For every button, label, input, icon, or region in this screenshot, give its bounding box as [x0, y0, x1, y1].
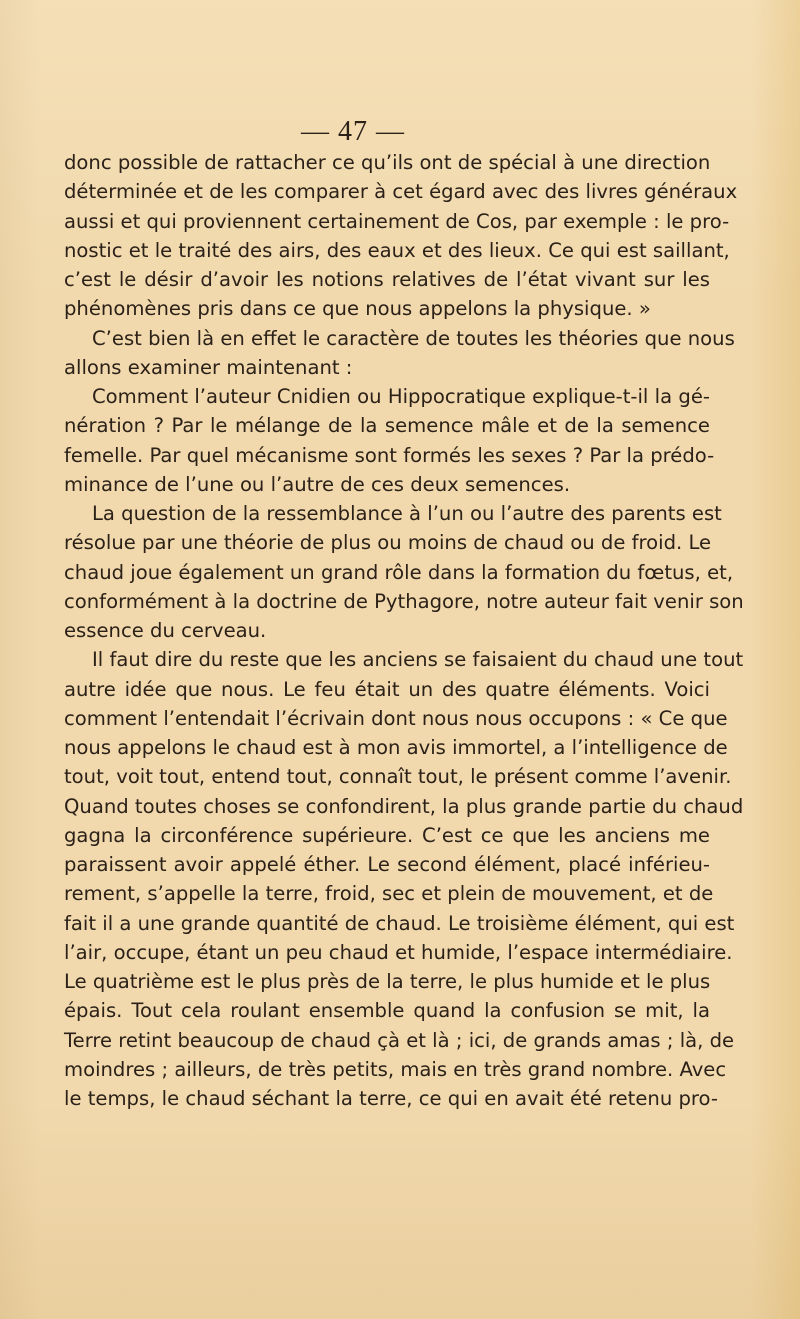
text-line: femelle. Par quel mécanisme sont formés les sexes ? Par la prédo-	[64, 443, 715, 467]
paragraph	[64, 382, 715, 499]
text-line: déterminée et de les comparer à cet égard avec des livres généraux	[64, 180, 738, 204]
text-line: paraissent avoir appelé éther. Le second élément, placé inférieu-	[64, 853, 710, 876]
text-line: Le quatrième est le plus près de la terre, le plus humide et le plus	[64, 970, 711, 993]
text-line: La question de la ressemblance à l’un ou l’autre des parents est	[92, 502, 722, 525]
text-line: épais. Tout cela roulant ensemble quand la confusion se mit, la	[64, 999, 710, 1023]
text-line: essence du cerveau.	[64, 619, 267, 642]
text-line: Terre retint beaucoup de chaud çà et là ; ici, de grands amas ; là, de	[64, 1028, 735, 1052]
body-text	[64, 148, 744, 1113]
text-line: conformément à la doctrine de Pythagore, notre auteur fait venir son	[64, 589, 744, 613]
text-line: nous appelons le chaud est à mon avis immortel, a l’intelligence de	[64, 736, 728, 759]
text-line: nostic et le traité des airs, des eaux et des lieux. Ce qui est saillant,	[64, 238, 730, 262]
text-line: fait il a une grande quantité de chaud. Le troisième élément, qui est	[64, 911, 735, 935]
text-line: phénomènes pris dans ce que nous appelons la physique. »	[64, 297, 651, 321]
text-line: C’est bien là en effet le caractère de toutes les théories que nous	[92, 326, 735, 350]
text-line: moindres ; ailleurs, de très petits, mais en très grand nombre. Avec	[64, 1057, 727, 1081]
text-line: gagna la circonférence supérieure. C’est ce que les anciens me	[64, 823, 710, 847]
text-line: résolue par une théorie de plus ou moins de chaud ou de froid. Le	[64, 531, 712, 555]
paragraph	[64, 645, 744, 1113]
text-line: l’air, occupe, étant un peu chaud et humide, l’espace intermédiaire.	[64, 940, 733, 964]
text-line: Comment l’auteur Cnidien ou Hippocratique explique-t-il la gé-	[92, 385, 710, 408]
text-line: minance de l’une ou l’autre de ces deux semences.	[64, 472, 571, 496]
text-line: tout, voit tout, entend tout, connaît tout, le présent comme l’avenir.	[64, 765, 732, 789]
text-line: rement, s’appelle la terre, froid, sec et plein de mouvement, et de	[64, 882, 714, 906]
text-line: autre idée que nous. Le feu était un des quatre éléments. Voici	[64, 677, 710, 701]
text-line: chaud joue également un grand rôle dans la formation du fœtus, et,	[64, 560, 734, 584]
page-number: — 47 —	[301, 116, 405, 147]
text-line: le temps, le chaud séchant la terre, ce qui en avait été retenu pro-	[64, 1087, 718, 1110]
paragraph	[64, 148, 738, 324]
paragraph	[64, 324, 735, 383]
text-line: donc possible de rattacher ce qu’ils ont de spécial à une direction	[64, 151, 711, 174]
text-line: Quand toutes choses se confondirent, la plus grande partie du chaud	[64, 794, 744, 818]
text-line: Il faut dire du reste que les anciens se faisaient du chaud une tout	[92, 648, 744, 672]
text-line: allons examiner maintenant :	[64, 355, 353, 379]
text-line: c’est le désir d’avoir les notions relatives de l’état vivant sur les	[64, 268, 710, 291]
text-line: comment l’entendait l’écrivain dont nous nous occupons : « Ce que	[64, 706, 728, 730]
text-line: aussi et qui proviennent certainement de Cos, par exemple : le pro-	[64, 209, 730, 233]
paragraph	[64, 499, 744, 645]
text-line: nération ? Par le mélange de la semence mâle et de la semence	[64, 414, 710, 438]
